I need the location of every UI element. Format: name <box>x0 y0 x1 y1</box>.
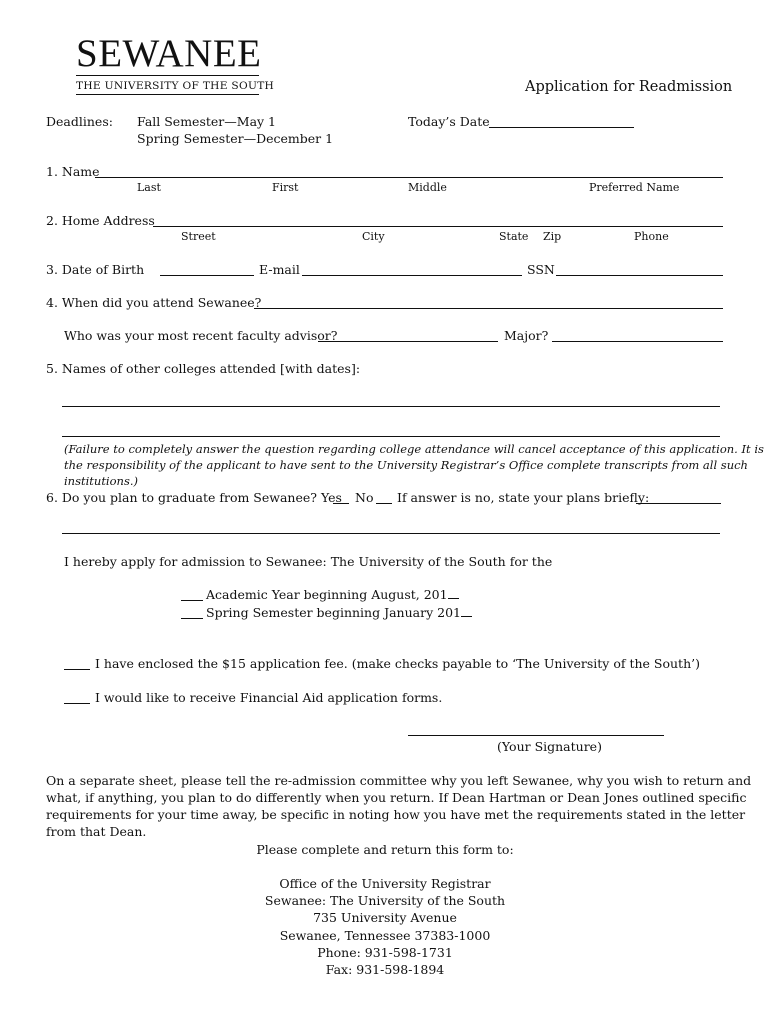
email-label: E-mail <box>259 262 300 277</box>
logo-rule-bottom <box>76 94 259 95</box>
academic-year-text: Academic Year beginning August, 201 <box>206 587 448 602</box>
fee-blank[interactable] <box>64 669 90 670</box>
closing-line-3: requirements for your time away, be specific in noting how you have met the requirements stated in the letter <box>46 807 746 822</box>
attend-label: 4. When did you attend Sewanee? <box>46 295 262 310</box>
logo-subtitle: THE UNIVERSITY OF THE SOUTH <box>76 80 275 92</box>
academic-year-blank[interactable] <box>181 600 203 601</box>
graduate-no-label: No <box>355 490 374 505</box>
name-field[interactable] <box>95 177 723 178</box>
signature-label: (Your Signature) <box>497 739 602 754</box>
name-label: 1. Name <box>46 164 100 179</box>
advisor-field[interactable] <box>318 341 498 342</box>
signature-field[interactable] <box>408 735 664 736</box>
plans-field[interactable] <box>636 503 721 504</box>
address-sub-street: Street <box>181 230 216 243</box>
spring-semester-blank[interactable] <box>181 618 203 619</box>
dob-label: 3. Date of Birth <box>46 262 145 277</box>
deadlines-label: Deadlines: <box>46 114 113 129</box>
major-label: Major? <box>504 328 549 343</box>
address-label: 2. Home Address <box>46 213 155 228</box>
colleges-note-line-1: (Failure to completely answer the question regarding college attendance will cancel acceptance of this application. It is <box>64 442 764 456</box>
logo-rule-top <box>76 75 259 76</box>
graduate-no-blank[interactable] <box>376 503 392 504</box>
todays-date-field[interactable] <box>489 127 634 128</box>
graduate-label: 6. Do you plan to graduate from Sewanee? Yes <box>46 490 342 505</box>
apply-statement: I hereby apply for admission to Sewanee: The University of the South for the <box>64 554 553 569</box>
spring-deadline: Spring Semester—December 1 <box>137 131 334 146</box>
address-fax: Fax: 931-598-1894 <box>325 962 445 977</box>
address-line-4: Sewanee, Tennessee 37383-1000 <box>279 928 491 943</box>
name-sub-first: First <box>272 181 299 194</box>
plans-field-line-2[interactable] <box>62 533 720 534</box>
name-sub-last: Last <box>137 181 161 194</box>
dob-field[interactable] <box>160 275 254 276</box>
advisor-label: Who was your most recent faculty advisor? <box>64 328 338 343</box>
academic-year-digit-blank[interactable] <box>448 598 459 599</box>
finaid-statement: I would like to receive Financial Aid application forms. <box>95 690 443 705</box>
todays-date-label: Today’s Date <box>408 114 490 129</box>
address-sub-zip: Zip <box>543 230 562 243</box>
fall-deadline: Fall Semester—May 1 <box>137 114 277 129</box>
academic-year-option <box>206 587 459 602</box>
colleges-note-line-2: the responsibility of the applicant to have sent to the University Registrar’s Office complete transcripts from all such <box>64 458 748 472</box>
address-sub-state: State <box>499 230 529 243</box>
colleges-note-line-3: institutions.) <box>64 474 138 488</box>
spring-semester-digit-blank[interactable] <box>461 616 472 617</box>
ssn-label: SSN <box>527 262 555 277</box>
closing-line-4: from that Dean. <box>46 824 147 839</box>
fee-statement: I have enclosed the $15 application fee. (make checks payable to ‘The University of the South’) <box>95 656 700 671</box>
logo-wordmark: SEWANEE <box>76 32 262 75</box>
finaid-blank[interactable] <box>64 703 90 704</box>
closing-line-1: On a separate sheet, please tell the re-admission committee why you left Sewanee, why you wish to return and <box>46 773 752 788</box>
colleges-field-line-2[interactable] <box>62 436 720 437</box>
address-phone: Phone: 931-598-1731 <box>317 945 453 960</box>
spring-semester-text: Spring Semester beginning January 201 <box>206 605 461 620</box>
address-line-2: Sewanee: The University of the South <box>264 893 506 908</box>
spring-semester-option <box>206 605 472 620</box>
attend-field[interactable] <box>254 308 723 309</box>
closing-line-2: what, if anything, you plan to do differently when you return. If Dean Hartman or Dean Jones outlined specific <box>46 790 747 805</box>
graduate-yes-blank[interactable] <box>333 503 349 504</box>
name-sub-preferred: Preferred Name <box>589 181 680 194</box>
major-field[interactable] <box>552 341 723 342</box>
plans-label: If answer is no, state your plans briefly: <box>397 490 650 505</box>
colleges-field-line-1[interactable] <box>62 406 720 407</box>
address-line-1: Office of the University Registrar <box>279 876 491 891</box>
address-sub-city: City <box>362 230 385 243</box>
address-sub-phone: Phone <box>634 230 669 243</box>
email-field[interactable] <box>302 275 522 276</box>
ssn-field[interactable] <box>556 275 723 276</box>
address-line-3: 735 University Avenue <box>313 910 457 925</box>
address-field[interactable] <box>153 226 723 227</box>
name-sub-middle: Middle <box>408 181 447 194</box>
return-instruction: Please complete and return this form to: <box>256 842 514 857</box>
form-title: Application for Readmission <box>525 79 733 95</box>
colleges-label: 5. Names of other colleges attended [with dates]: <box>46 361 361 376</box>
